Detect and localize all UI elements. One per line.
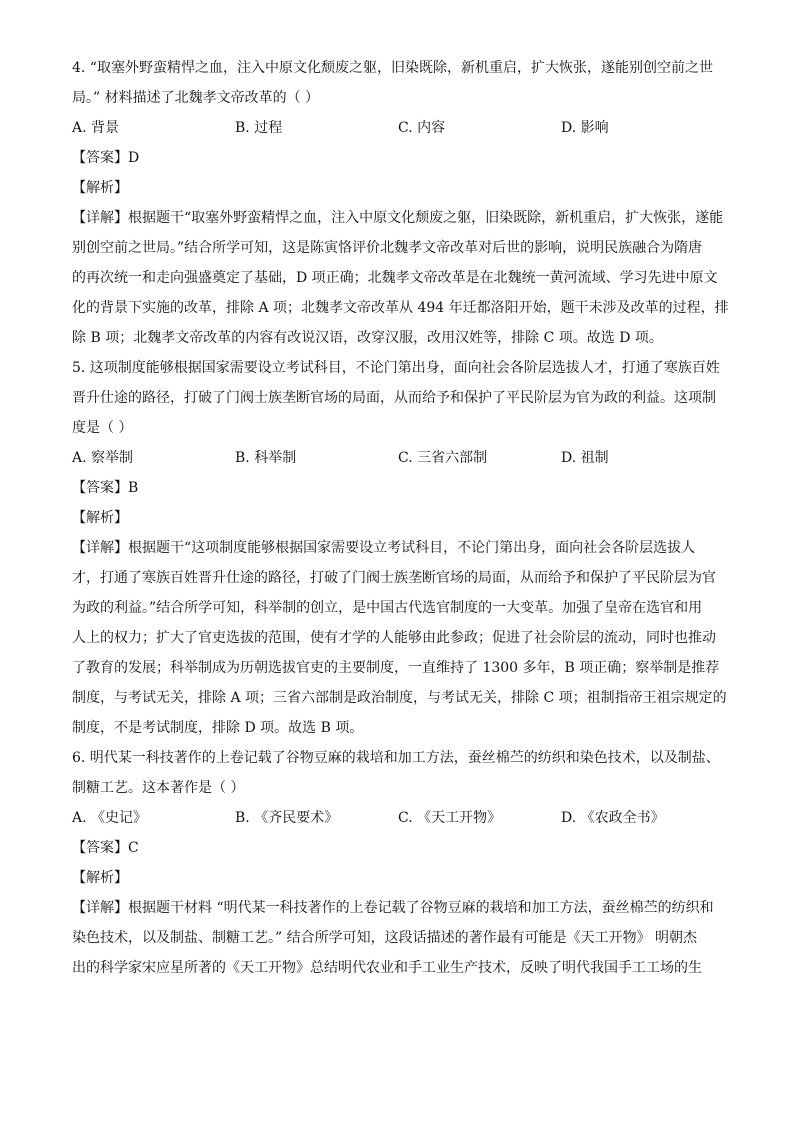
detail-line: 了教育的发展；科举制成为历朝选拔官吏的主要制度，一直维持了 1300 多年，B 项正确；察举制是推荐 — [72, 660, 720, 676]
detail-line: 制度，与考试无关，排除 A 项；三省六部制是政治制度，与考试无关，排除 C 项；祖制指帝王祖宗规定的 — [72, 690, 727, 706]
analysis-heading: 【解析】 — [72, 180, 128, 196]
option-c: C. 内容 — [398, 120, 446, 136]
option-d: D. 祖制 — [561, 450, 609, 466]
detail-line: 【详解】根据题干“这项制度能够根据国家需要设立考试科目，不论门第出身，面向社会各阶层选拔人 — [72, 540, 696, 556]
detail-line: 为政的利益。”结合所学可知，科举制的创立，是中国古代选官制度的一大变革。加强了皇帝在选官和用 — [72, 600, 703, 616]
answer-line: 【答案】C — [72, 840, 139, 856]
option-b: B. 过程 — [235, 120, 283, 136]
option-a: A. 背景 — [72, 120, 120, 136]
detail-line: 别创空前之世局。”结合所学可知，这是陈寅恪评价北魏孝文帝改革对后世的影响，说明民族融合为隋唐 — [72, 240, 703, 256]
detail-line: 人上的权力；扩大了官吏选拔的范围，使有才学的人能够由此参政；促进了社会阶层的流动，同时也推动 — [72, 630, 716, 646]
question-stem-line: 6. 明代某一科技著作的上卷记载了谷物豆麻的栽培和加工方法，蚕丝棉苎的纺织和染色技术，以及制盐、 — [72, 750, 720, 766]
detail-line: 染色技术，以及制盐、制糖工艺。” 结合所学可知，这段话描述的著作最有可能是《天工开物》 明朝杰 — [72, 930, 698, 946]
question-stem-line: 制糖工艺。这本著作是（ ） — [72, 780, 245, 796]
question-4 — [72, 58, 729, 348]
answer-line: 【答案】B — [72, 480, 139, 496]
detail-line: 出的科学家宋应星所著的《天工开物》总结明代农业和手工业生产技术，反映了明代我国手工工场的生 — [72, 960, 702, 976]
option-a: A. 察举制 — [72, 450, 134, 466]
question-stem-line: 5. 这项制度能够根据国家需要设立考试科目，不论门第出身，面向社会各阶层选拔人才，打通了寒族百姓 — [72, 360, 720, 376]
option-d: D. 《农政全书》 — [561, 810, 665, 826]
question-6 — [72, 748, 724, 978]
option-c: C. 三省六部制 — [398, 450, 488, 466]
analysis-heading: 【解析】 — [72, 510, 128, 526]
detail-line: 【详解】根据题干材料 “明代某一科技著作的上卷记载了谷物豆麻的栽培和加工方法，蚕丝棉苎的纺织和 — [72, 900, 714, 916]
analysis-heading: 【解析】 — [72, 870, 128, 886]
detail-line: 的再次统一和走向强盛奠定了基础，D 项正确；北魏孝文帝改革是在北魏统一黄河流域、学习先进中原文 — [72, 270, 718, 286]
option-a: A. 《史记》 — [72, 810, 148, 826]
options-row — [72, 118, 724, 138]
option-b: B. 科举制 — [235, 450, 297, 466]
answer-line: 【答案】D — [72, 150, 140, 166]
detail-line: 除 B 项；北魏孝文帝改革的内容有改说汉语，改穿汉服，改用汉姓等，排除 C 项。故选 D 项。 — [72, 330, 663, 346]
detail-line: 才，打通了寒族百姓晋升仕途的路径，打破了门阀士族垄断官场的局面，从而给予和保护了平民阶层为官 — [72, 570, 716, 586]
question-5 — [72, 358, 727, 738]
question-stem-line: 度是（ ） — [72, 420, 133, 436]
detail-line: 【详解】根据题干“取塞外野蛮精悍之血，注入中原文化颓废之躯，旧染既除，新机重启，扩大恢张，遂能 — [72, 210, 724, 226]
options-row — [72, 448, 724, 468]
question-stem-line: 4. “取塞外野蛮精悍之血，注入中原文化颓废之躯，旧染既除，新机重启，扩大恢张，遂能别创空前之世 — [72, 60, 713, 76]
options-row — [72, 808, 724, 828]
question-stem-line: 局。” 材料描述了北魏孝文帝改革的（ ） — [72, 90, 320, 106]
detail-line: 化的背景下实施的改革，排除 A 项；北魏孝文帝改革从 494 年迁都洛阳开始，题干未涉及改革的过程，排 — [72, 300, 729, 316]
question-stem-line: 晋升仕途的路径，打破了门阀士族垄断官场的局面，从而给予和保护了平民阶层为官为政的利益。这项制 — [72, 390, 716, 406]
option-d: D. 影响 — [561, 120, 609, 136]
option-c: C. 《天工开物》 — [398, 810, 502, 826]
document-page — [72, 58, 729, 988]
detail-line: 制度，不是考试制度，排除 D 项。故选 B 项。 — [72, 720, 364, 736]
option-b: B. 《齐民要术》 — [235, 810, 339, 826]
